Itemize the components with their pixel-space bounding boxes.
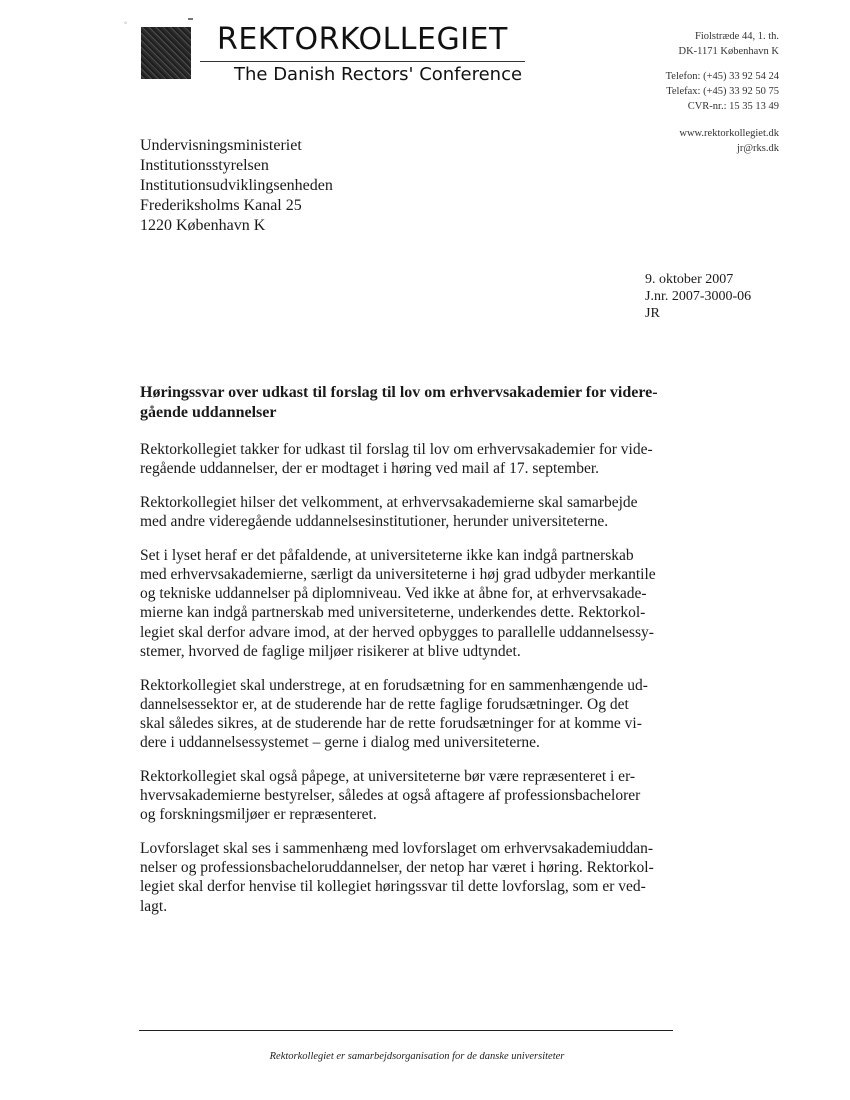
body-line: med erhvervsakademierne, særligt da universiteterne i høj grad udbyder merkantile — [140, 566, 656, 584]
body-line: lagt. — [140, 897, 168, 915]
scan-mark — [188, 18, 193, 20]
footer — [0, 1051, 850, 1062]
letter-meta — [645, 271, 751, 322]
journal-number: J.nr. 2007-3000-06 — [645, 289, 752, 304]
body-line: dannelsessektor er, at de studerende har de rette faglige forudsætninger. Og det — [140, 695, 629, 713]
subject-line: Høringssvar over udkast til forslag til lov om erhvervsakademier for videre- — [140, 384, 658, 401]
paragraph — [140, 839, 700, 916]
recipient-address — [140, 136, 333, 236]
body-line: mierne kan indgå partnerskab med universiteterne, underkendes dette. Rektorkol- — [140, 604, 646, 622]
recipient-line: Institutionsudviklingsenheden — [140, 177, 333, 194]
letter-body — [140, 440, 700, 930]
letter-date: 9. oktober 2007 — [645, 272, 734, 287]
scan-mark: ° — [124, 20, 128, 29]
paragraph — [140, 493, 700, 531]
recipient-line: 1220 København K — [140, 217, 266, 234]
address-line: DK-1171 København K — [678, 46, 779, 57]
body-line: og forskningsmiljøer er repræsenteret. — [140, 806, 377, 824]
phone-line: Telefon: (+45) 33 92 54 24 — [665, 71, 779, 82]
subject-line: gående uddannelser — [140, 404, 277, 421]
paragraph — [140, 440, 700, 478]
body-line: dere i uddannelsessystemet – gerne i dialog med universiteterne. — [140, 734, 540, 752]
footer-text: Rektorkollegiet er samarbejdsorganisation for de danske universiteter — [269, 1051, 565, 1062]
recipient-line: Frederiksholms Kanal 25 — [140, 197, 302, 214]
body-line: legiet skal derfor advare imod, at der herved opbygges to parallelle uddannelsessy- — [140, 623, 654, 641]
logo-block — [141, 27, 191, 79]
web-block — [679, 126, 779, 156]
recipient-line: Undervisningsministeriet — [140, 137, 302, 154]
cvr-line: CVR-nr.: 15 35 13 49 — [687, 101, 779, 112]
body-line: stemer, hvorved de faglige miljøer risikerer at blive udtyndet. — [140, 642, 521, 660]
letterhead-rule — [200, 61, 525, 62]
email-link: jr@rks.dk — [736, 143, 779, 154]
body-line: og tekniske uddannelser på diplomniveau. Ved ikke at åbne for, at erhvervsakade- — [140, 585, 647, 603]
paragraph — [140, 676, 700, 753]
body-line: Rektorkollegiet hilser det velkomment, at erhvervsakademierne skal samarbejde — [140, 493, 638, 511]
paragraph — [140, 546, 700, 661]
body-line: Rektorkollegiet takker for udkast til forslag til lov om erhvervsakademier for vide- — [140, 441, 653, 458]
body-line: hvervsakademierne bestyrelser, således at også aftagere af professionsbachelorer — [140, 787, 641, 805]
phone-block — [666, 69, 779, 114]
paragraph — [140, 767, 700, 825]
body-line: Set i lyset heraf er det påfaldende, at universiteterne ikke kan indgå partnerskab — [140, 546, 634, 564]
body-line: Rektorkollegiet skal også påpege, at universiteterne bør være repræsenteret i er- — [140, 767, 636, 785]
body-line: med andre videregående uddannelsesinstitutioner, herunder universiteterne. — [140, 513, 609, 531]
author-initials: JR — [645, 306, 660, 321]
organization-name: REKTORKOLLEGIET — [217, 22, 508, 57]
body-line: skal således sikres, at de studerende har de rette forudsætninger for at komme vi- — [140, 714, 642, 732]
recipient-line: Institutionsstyrelsen — [140, 157, 269, 174]
body-line: legiet skal derfor henvise til kollegiet høringssvar til dette lovforslag, som er ved- — [140, 878, 646, 896]
website-link: www.rektorkollegiet.dk — [679, 128, 779, 139]
body-line: Rektorkollegiet skal understrege, at en forudsætning for en sammenhængende ud- — [140, 676, 648, 694]
body-line: regående uddannelser, der er modtaget i høring ved mail af 17. september. — [140, 460, 600, 478]
body-line: Lovforslaget skal ses i sammenhæng med lovforslaget om erhvervsakademiuddan- — [140, 839, 654, 857]
footer-rule — [139, 1030, 673, 1031]
address-block — [678, 29, 779, 59]
address-line: Fiolstræde 44, 1. th. — [694, 31, 779, 42]
fax-line: Telefax: (+45) 33 92 50 75 — [666, 86, 779, 97]
organization-subtitle: The Danish Rectors' Conference — [234, 64, 523, 85]
body-line: nelser og professionsbacheloruddannelser, der netop har været i høring. Rektorkol- — [140, 859, 654, 877]
letter-subject — [140, 383, 680, 423]
